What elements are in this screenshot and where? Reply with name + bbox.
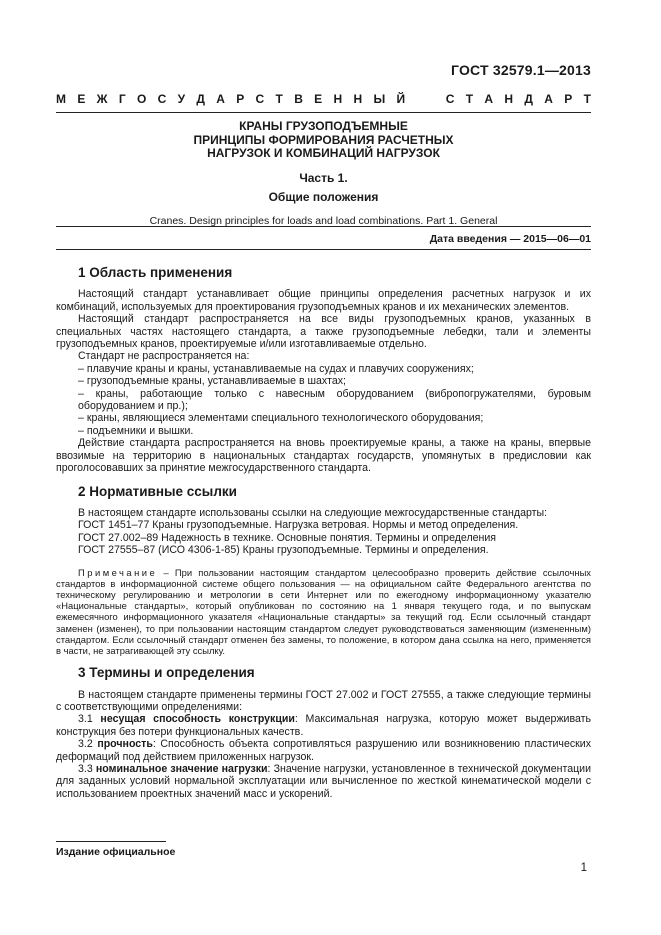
banner-letter: Г [118, 92, 126, 106]
note-paragraph [56, 567, 591, 657]
exclusion-item: – грузоподъемные краны, устанавливаемые в шахтах; [78, 375, 346, 388]
banner-letter: Р [236, 92, 245, 106]
term-name: номинальное значение нагрузки [95, 763, 268, 775]
interstate-standard-banner [56, 92, 591, 106]
banner-letter: А [544, 92, 553, 106]
section-3-heading: 3 Термины и определения [78, 665, 255, 681]
term-text: : Максимальная нагрузка, которую может выдерживать конструкция без потери функциональных качеств. [56, 713, 591, 738]
banner-letter: А [484, 92, 494, 106]
banner-letter: С [445, 92, 455, 106]
subtitle: Общие положения [268, 190, 379, 204]
term-number: 3.2 [78, 738, 93, 751]
title-block [56, 120, 591, 228]
banner-letter: М [56, 92, 66, 106]
term-name: несущая способность конструкции [100, 713, 295, 726]
title-divider [56, 226, 591, 227]
exclusion-item: – подъемники и вышки. [78, 424, 194, 437]
date-of-introduction: Дата введения — 2015—06—01 [429, 233, 591, 245]
section-3-intro: В настоящем стандарте применены термины ГОСТ 27.002 и ГОСТ 27555, а также следующие термины с соответствующими определениями: [56, 688, 591, 713]
reference-item: ГОСТ 27.002–89 Надежность в технике. Основные понятия. Термины и определения [78, 531, 497, 544]
term-number: 3.1 [78, 713, 93, 726]
title-line-2: ПРИНЦИПЫ ФОРМИРОВАНИЯ РАСЧЕТНЫХ [193, 132, 454, 147]
exclusion-item: – краны, являющиеся элементами специального технологического оборудования; [78, 412, 484, 425]
section-1-paragraph-3: Стандарт не распространяется на: [78, 350, 250, 363]
banner-letter: Н [353, 92, 363, 106]
term-definition [56, 738, 591, 763]
banner-letter: Т [275, 92, 283, 106]
official-edition-label: Издание официальное [56, 846, 176, 858]
term-definition [56, 713, 591, 738]
reference-item: ГОСТ 1451–77 Краны грузоподъемные. Нагрузка ветровая. Нормы и метод определения. [78, 519, 519, 532]
term-definition [56, 763, 591, 800]
part-label: Часть 1. [299, 170, 348, 185]
banner-gap [416, 92, 434, 106]
banner-letter: Ы [373, 92, 386, 106]
standard-number: ГОСТ 32579.1—2013 [451, 62, 591, 78]
banner-letter: Н [504, 92, 514, 106]
banner-letter: В [294, 92, 303, 106]
date-divider [56, 249, 591, 250]
banner-letter: У [177, 92, 186, 106]
banner-letter: С [157, 92, 167, 106]
banner-letter: Е [77, 92, 86, 106]
english-title: Cranes. Design principles for loads and load combinations. Part 1. General [149, 214, 498, 227]
banner-letter: С [255, 92, 265, 106]
exclusion-item: – плавучие краны и краны, устанавливаемые на судах и плавучих сооружениях; [78, 362, 474, 375]
section-2-intro: В настоящем стандарте использованы ссылки на следующие межгосударственные стандарты: [78, 506, 548, 519]
banner-letter: Т [583, 92, 591, 106]
section-1-heading: 1 Область применения [78, 265, 233, 280]
exclusion-item: – краны, работающие только с навесным оборудованием (вибропогружателями, буровым оборудованием и пр.); [78, 387, 591, 413]
top-divider [56, 112, 591, 113]
banner-letter: Й [396, 92, 406, 106]
footer-divider [56, 841, 166, 842]
banner-letter: Е [314, 92, 323, 106]
term-number: 3.3 [78, 763, 93, 775]
section-1-paragraph-2: Настоящий стандарт распространяется на все виды грузоподъемных кранов, указанных в специальных частях настоящего стандарта, а также грузоподъемные лебедки, тали и элементы грузоподъемных кранов, проектируемые и/или изготавливаемые отдельно. [56, 313, 591, 351]
banner-letter: Д [524, 92, 533, 106]
term-name: прочность [97, 738, 153, 751]
section-1-paragraph-1: Настоящий стандарт устанавливает общие принципы определения расчетных нагрузок и их комбинаций, используемых для проектирования грузоподъемных кранов и их механических элементов. [56, 288, 591, 313]
document-body [56, 262, 591, 800]
banner-letter: Т [465, 92, 474, 106]
reference-item: ГОСТ 27555–87 (ИСО 4306-1-85) Краны грузоподъемные. Термины и определения. [78, 544, 489, 557]
term-text: : Значение нагрузки, установленное в технической документации для заданных условий нормальной эксплуатации или вычисленное по жесткой кинематической модели с использованием проектных значений масс и ускорений. [56, 763, 591, 800]
note-label: Примечание [78, 566, 158, 578]
title-line-3: НАГРУЗОК И КОМБИНАЦИЙ НАГРУЗОК [207, 146, 440, 160]
term-text: : Способность объекта сопротивляться разрушению или возникновению пластических деформаций под действием приложенных нагрузок. [56, 738, 591, 763]
section-1-paragraph-4: Действие стандарта распространяется на вновь проектируемые краны, а также на краны, впервые ввозимые на территорию в национальных стандартах государств, упомянутых в предисловии как проголосовавших за принятие межгосударственного стандарта. [56, 437, 591, 475]
page-number: 1 [580, 862, 587, 874]
title-line-1: КРАНЫ ГРУЗОПОДЪЕМНЫЕ [239, 119, 408, 133]
banner-letter: Ж [96, 92, 108, 106]
banner-letter: Д [196, 92, 205, 106]
note-text: – При пользовании настоящим стандартом целесообразно проверить действие ссылочных стандартов в информационной системе общего пользования — на официальном сайте Федерального агентства по техническому регулированию и метрологии в сети Интернет или по ежегодному информационному указателю «Национальные стандарты», который опубликован по состоянию на 1 января текущего года, и по выпускам ежемесячного информационного указателя «Национальные стандарты» за текущий год. Если ссылочный стандарт заменен (изменен), то при пользовании настоящим стандартом следует руководствоваться заменяющим (измененным) стандартом. Если ссылочный стандарт отменен без замены, то положение, в котором дана ссылка на него, применяется в части, не затрагивающей эту ссылку. [56, 566, 591, 656]
banner-letter: О [136, 92, 147, 106]
banner-letter: Н [333, 92, 343, 106]
banner-letter: Р [564, 92, 573, 106]
section-2-heading: 2 Нормативные ссылки [78, 483, 237, 499]
banner-letter: А [216, 92, 225, 106]
